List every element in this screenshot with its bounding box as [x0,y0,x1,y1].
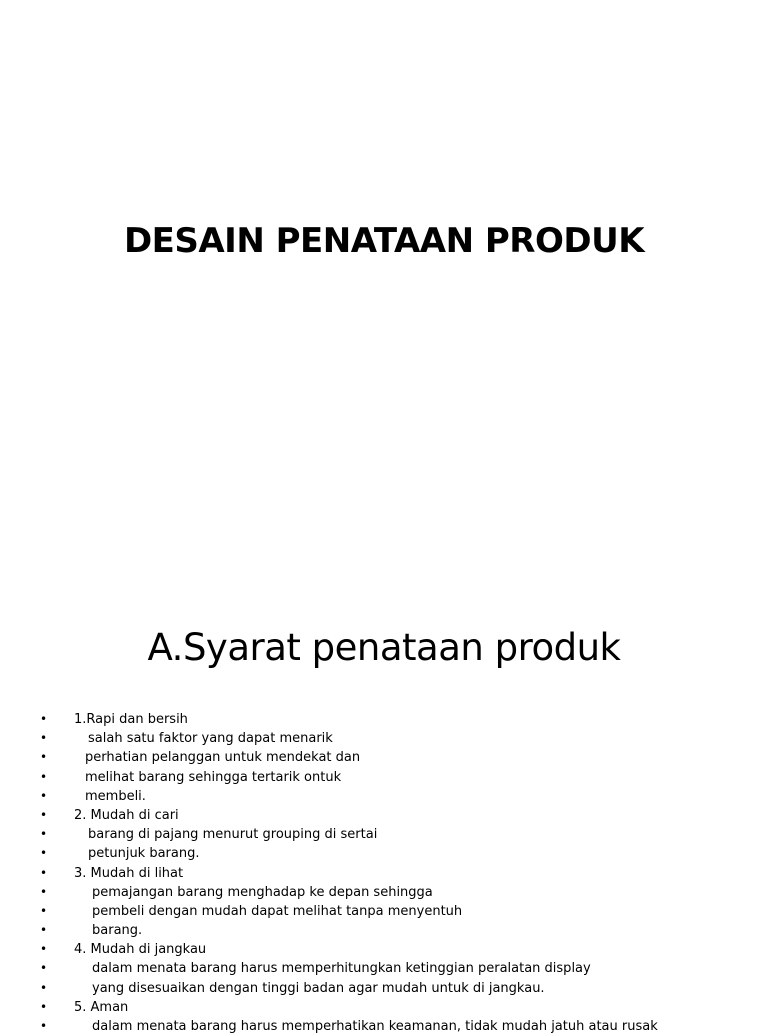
bullet-icon: • [40,731,48,746]
bullet-text: pemajangan barang menghadap ke depan sehingga [92,884,433,900]
bullet-icon: • [40,884,48,899]
bullet-icon: • [40,807,48,822]
slide-title-heading: DESAIN PENATAAN PRODUK [123,221,645,261]
bullet-text: barang di pajang menurut grouping di sertai [88,827,378,843]
bullet-icon: • [40,961,48,976]
bullet-text: dalam menata barang harus memperhatikan keamanan, tidak mudah jatuh atau rusak [92,1019,658,1034]
bullet-text: 2. Mudah di cari [74,807,179,823]
bullet-icon: • [40,712,48,726]
bullet-icon: • [40,942,48,957]
bullet-text: barang. [92,923,143,939]
bullet-icon: • [40,827,48,842]
slide-content-heading: A.Syarat penataan produk [147,626,621,669]
bullet-icon: • [40,923,48,938]
bullet-icon: • [40,788,48,803]
bullet-text: pembeli dengan mudah dapat melihat tanpa menyentuh [92,903,463,919]
bullet-icon: • [40,999,48,1014]
bullet-text: salah satu faktor yang dapat menarik [88,731,333,747]
bullet-icon: • [40,903,48,918]
bullet-text: membeli. [85,788,146,804]
bullet-text: dalam menata barang harus memperhitungkan ketinggian peralatan display [92,961,591,977]
bullet-icon: • [40,980,48,995]
bullet-icon: • [40,865,48,880]
bullet-icon: • [40,846,48,861]
bullet-text: 1.Rapi dan bersih [74,712,188,727]
bullet-icon: • [40,750,48,765]
bullet-text: 5. Aman [74,999,129,1015]
bullet-text: perhatian pelanggan untuk mendekat dan [85,750,361,766]
slide-content [0,580,768,1034]
bullet-text: 3. Mudah di lihat [74,865,184,881]
bullet-icon: • [40,1019,48,1033]
bullet-text: melihat barang sehingga tertarik ontuk [85,769,342,785]
bullet-text: petunjuk barang. [88,846,200,862]
bullet-text: yang disesuaikan dengan tinggi badan agar mudah untuk di jangkau. [92,980,545,996]
bullet-icon: • [40,769,48,784]
bullet-text: 4. Mudah di jangkau [74,942,207,958]
